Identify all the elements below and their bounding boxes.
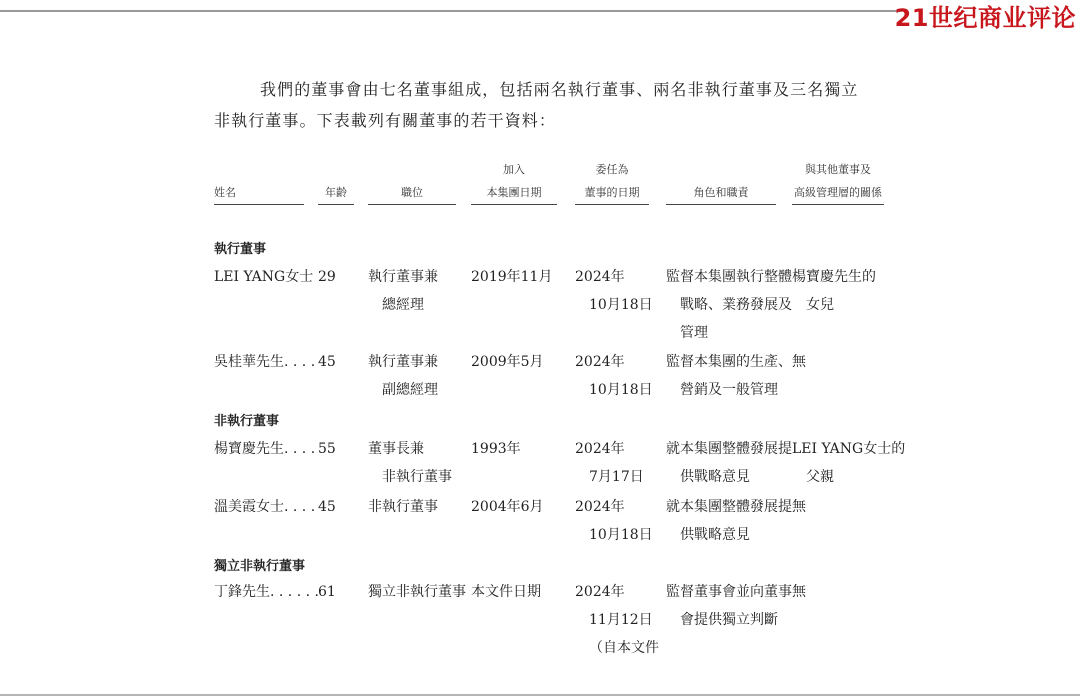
cell-join-date: 本文件日期: [471, 584, 541, 600]
header-name: 姓名: [214, 186, 236, 199]
cell-relation: 無: [792, 354, 806, 370]
section-non-executive-directors: 非執行董事: [214, 414, 280, 429]
cell-position: 董事長兼 非執行董事: [368, 441, 452, 485]
header-rule-join-date: [471, 204, 557, 205]
intro-paragraph: [214, 74, 904, 136]
intro-line-2: 非執行董事。下表載列有關董事的若干資料：: [214, 111, 557, 130]
header-rule-position: [368, 204, 456, 205]
header-relation-l2: 高級管理層的關係: [794, 186, 882, 199]
cell-roles: 就本集團整體發展提 供戰略意見: [666, 499, 792, 543]
cell-name: 溫美霞女士. . . .: [214, 499, 316, 515]
cell-relation: LEI YANG女士的 父親: [792, 441, 906, 485]
header-rule-name: [214, 204, 304, 205]
cell-join-date: 2019年11月: [471, 269, 553, 285]
cell-roles: 就本集團整體發展提 供戰略意見: [666, 441, 792, 485]
cell-join-date: 1993年: [471, 441, 521, 457]
header-appoint-date-l2: 董事的日期: [584, 186, 640, 199]
header-rule-relation: [792, 204, 884, 205]
header-relation-l1: 與其他董事及: [805, 163, 871, 176]
cell-position: 獨立非執行董事: [368, 584, 466, 600]
cell-age: 61: [318, 584, 336, 600]
section-independent-directors: 獨立非執行董事: [214, 559, 306, 574]
cell-roles: 監督董事會並向董事 會提供獨立判斷: [666, 584, 792, 628]
publisher-logo: 21世纪商业评论: [894, 4, 1076, 32]
header-join-date-l2: 本集團日期: [486, 186, 542, 199]
header-roles: 角色和職責: [693, 186, 749, 199]
intro-line-1: 我們的董事會由七名董事組成，包括兩名執行董事、兩名非執行董事及三名獨立: [260, 80, 859, 99]
cell-relation: 楊寶慶先生的 女兒: [792, 269, 876, 313]
cell-join-date: 2009年5月: [471, 354, 544, 370]
header-position: 職位: [401, 186, 423, 199]
cell-age: 45: [318, 354, 336, 370]
header-age: 年齡: [325, 186, 347, 199]
cell-age: 55: [318, 441, 336, 457]
cell-relation: 無: [792, 584, 806, 600]
cell-roles: 監督本集團的生產、 營銷及一般管理: [666, 354, 792, 398]
cell-age: 45: [318, 499, 336, 515]
bottom-divider: [0, 694, 1080, 696]
cell-roles: 監督本集團執行整體 戰略、業務發展及 管理: [666, 269, 792, 341]
cell-appoint-date: 2024年 10月18日: [575, 499, 653, 543]
cell-name: 楊寶慶先生. . . .: [214, 441, 316, 457]
cell-appoint-date: 2024年 7月17日: [575, 441, 644, 485]
header-rule-roles: [666, 204, 776, 205]
section-executive-directors: 執行董事: [214, 242, 267, 257]
cell-join-date: 2004年6月: [471, 499, 544, 515]
top-divider: [0, 10, 902, 12]
cell-appoint-date: 2024年 10月18日: [575, 354, 653, 398]
cell-position: 執行董事兼 副總經理: [368, 354, 438, 398]
cell-relation: 無: [792, 499, 806, 515]
cell-name: 丁鋒先生. . . . . .: [214, 584, 319, 600]
header-appoint-date-l1: 委任為: [595, 163, 629, 176]
header-join-date-l1: 加入: [503, 163, 525, 176]
cell-appoint-date: 2024年 10月18日: [575, 269, 653, 313]
cell-appoint-date: 2024年 11月12日 （自本文件: [575, 584, 659, 656]
cell-age: 29: [318, 269, 336, 285]
cell-name: 吳桂華先生. . . .: [214, 354, 316, 370]
header-rule-appoint-date: [575, 204, 649, 205]
cell-position: 執行董事兼 總經理: [368, 269, 438, 313]
cell-position: 非執行董事: [368, 499, 438, 515]
cell-name: LEI YANG女士: [214, 269, 314, 285]
header-rule-age: [318, 204, 354, 205]
